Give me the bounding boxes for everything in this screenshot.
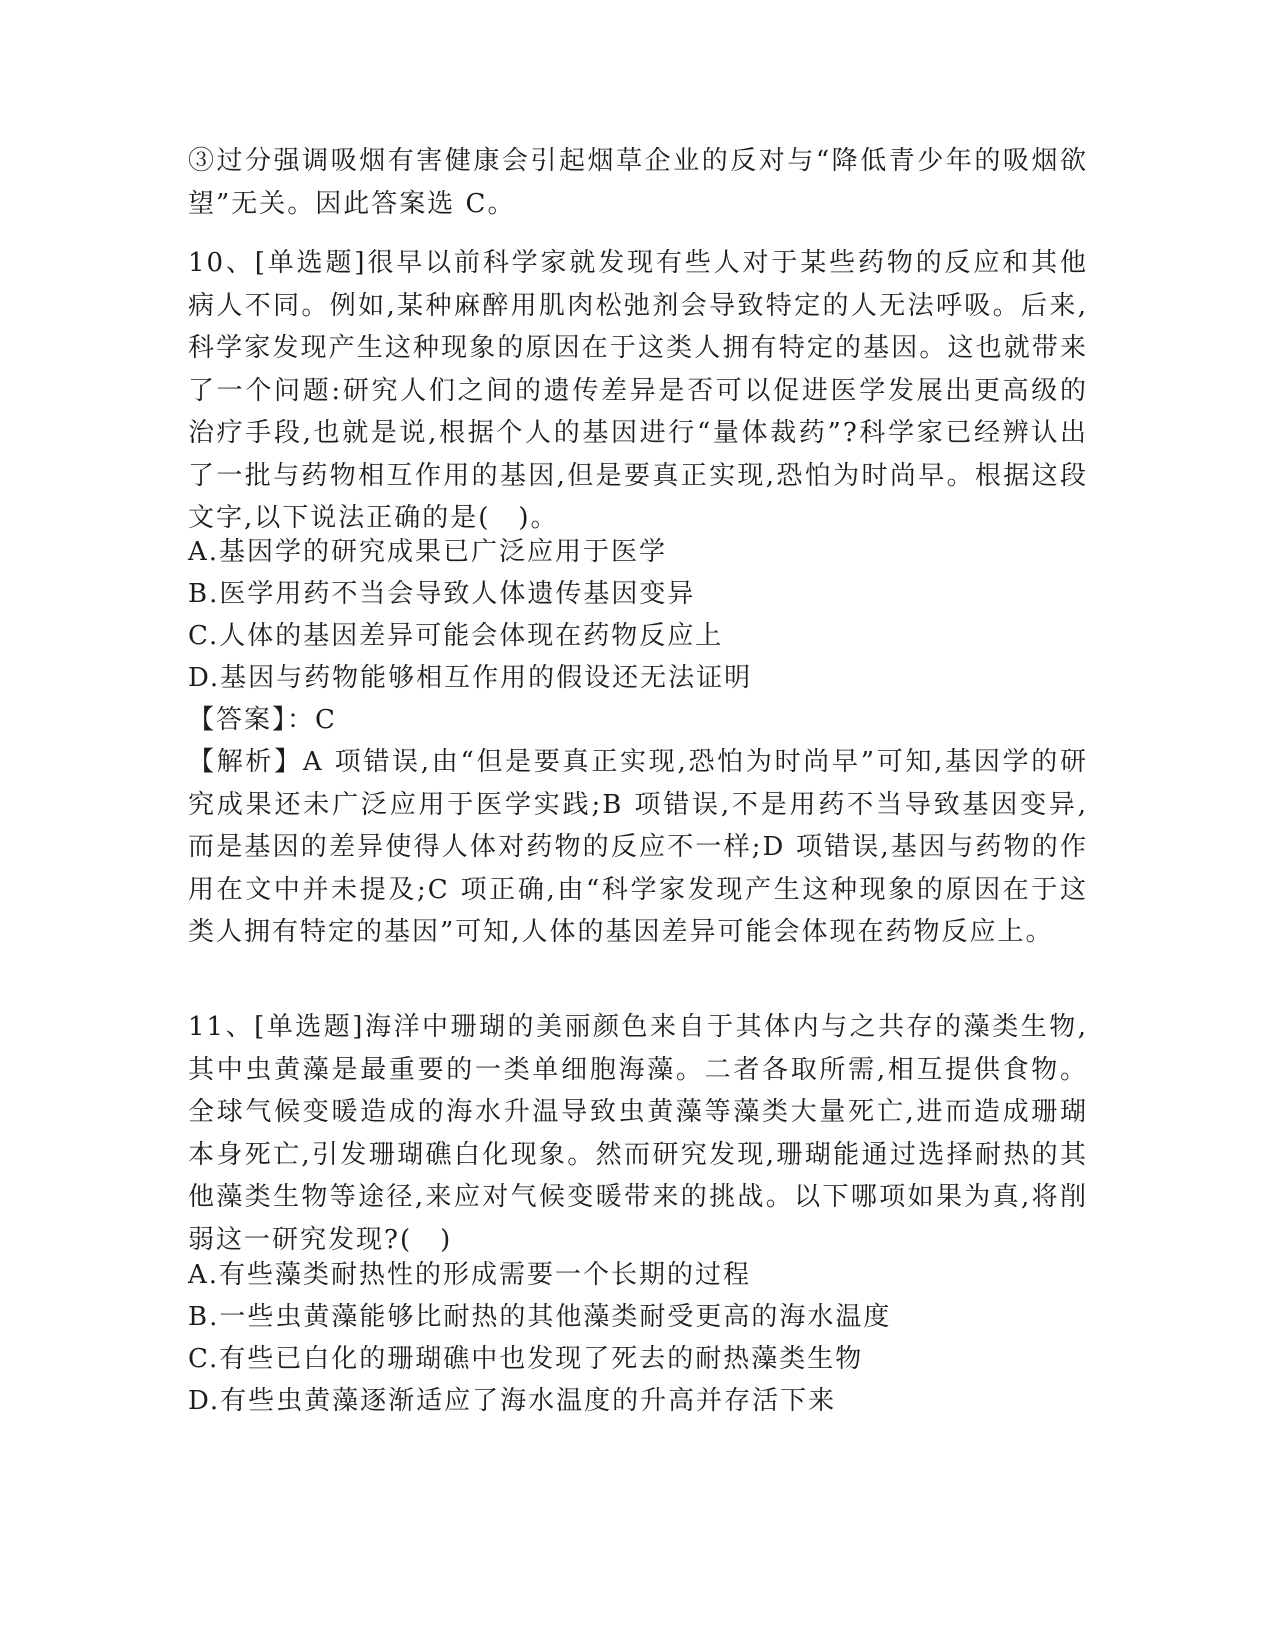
question-11-option-a: A.有些藻类耐热性的形成需要一个长期的过程 xyxy=(188,1260,752,1290)
intro-paragraph: ③过分强调吸烟有害健康会引起烟草企业的反对与“降低青少年的吸烟欲望”无关。因此答案选 C。 xyxy=(188,146,1088,219)
question-10-option-b: B.医学用药不当会导致人体遗传基因变异 xyxy=(188,579,696,609)
question-10-answer: 【答案】：C xyxy=(188,705,337,735)
question-10-option-c: C.人体的基因差异可能会体现在药物反应上 xyxy=(188,621,724,651)
question-11-option-b: B.一些虫黄藻能够比耐热的其他藻类耐受更高的海水温度 xyxy=(188,1302,892,1332)
question-10-option-d: D.基因与药物能够相互作用的假设还无法证明 xyxy=(188,663,753,693)
question-11-stem: 11、[单选题]海洋中珊瑚的美丽颜色来自于其体内与之共存的藻类生物,其中虫黄藻是最重要的一类单细胞海藻。二者各取所需,相互提供食物。全球气候变暖造成的海水升温导致虫黄藻等藻类大量死亡,进而造成珊瑚本身死亡,引发珊瑚礁白化现象。然而研究发现,珊瑚能通过选择耐热的其他藻类生物等途径,来应对气候变暖带来的挑战。以下哪项如果为真,将削弱这一研究发现?( ) xyxy=(188,1012,1088,1255)
question-10-analysis: 【解析】A 项错误,由“但是要真正实现,恐怕为时尚早”可知,基因学的研究成果还未广泛应用于医学实践;B 项错误,不是用药不当导致基因变异,而是基因的差异使得人体对药物的反应不一样;D 项错误,基因与药物的作用在文中并未提及;C 项正确,由“科学家发现产生这种现象的原因在于这类人拥有特定的基因”可知,人体的基因差异可能会体现在药物反应上。 xyxy=(188,747,1088,947)
question-10-option-a: A.基因学的研究成果已广泛应用于医学 xyxy=(188,537,668,567)
question-10-stem: 10、[单选题]很早以前科学家就发现有些人对于某些药物的反应和其他病人不同。例如,某种麻醉用肌肉松弛剂会导致特定的人无法呼吸。后来,科学家发现产生这种现象的原因在于这类人拥有特定的基因。这也就带来了一个问题:研究人们之间的遗传差异是否可以促进医学发展出更高级的治疗手段,也就是说,根据个人的基因进行“量体裁药”?科学家已经辨认出了一批与药物相互作用的基因,但是要真正实现,恐怕为时尚早。根据这段文字,以下说法正确的是( )。 xyxy=(188,248,1088,533)
question-11-option-c: C.有些已白化的珊瑚礁中也发现了死去的耐热藻类生物 xyxy=(188,1344,864,1374)
question-11-option-d: D.有些虫黄藻逐渐适应了海水温度的升高并存活下来 xyxy=(188,1386,837,1416)
